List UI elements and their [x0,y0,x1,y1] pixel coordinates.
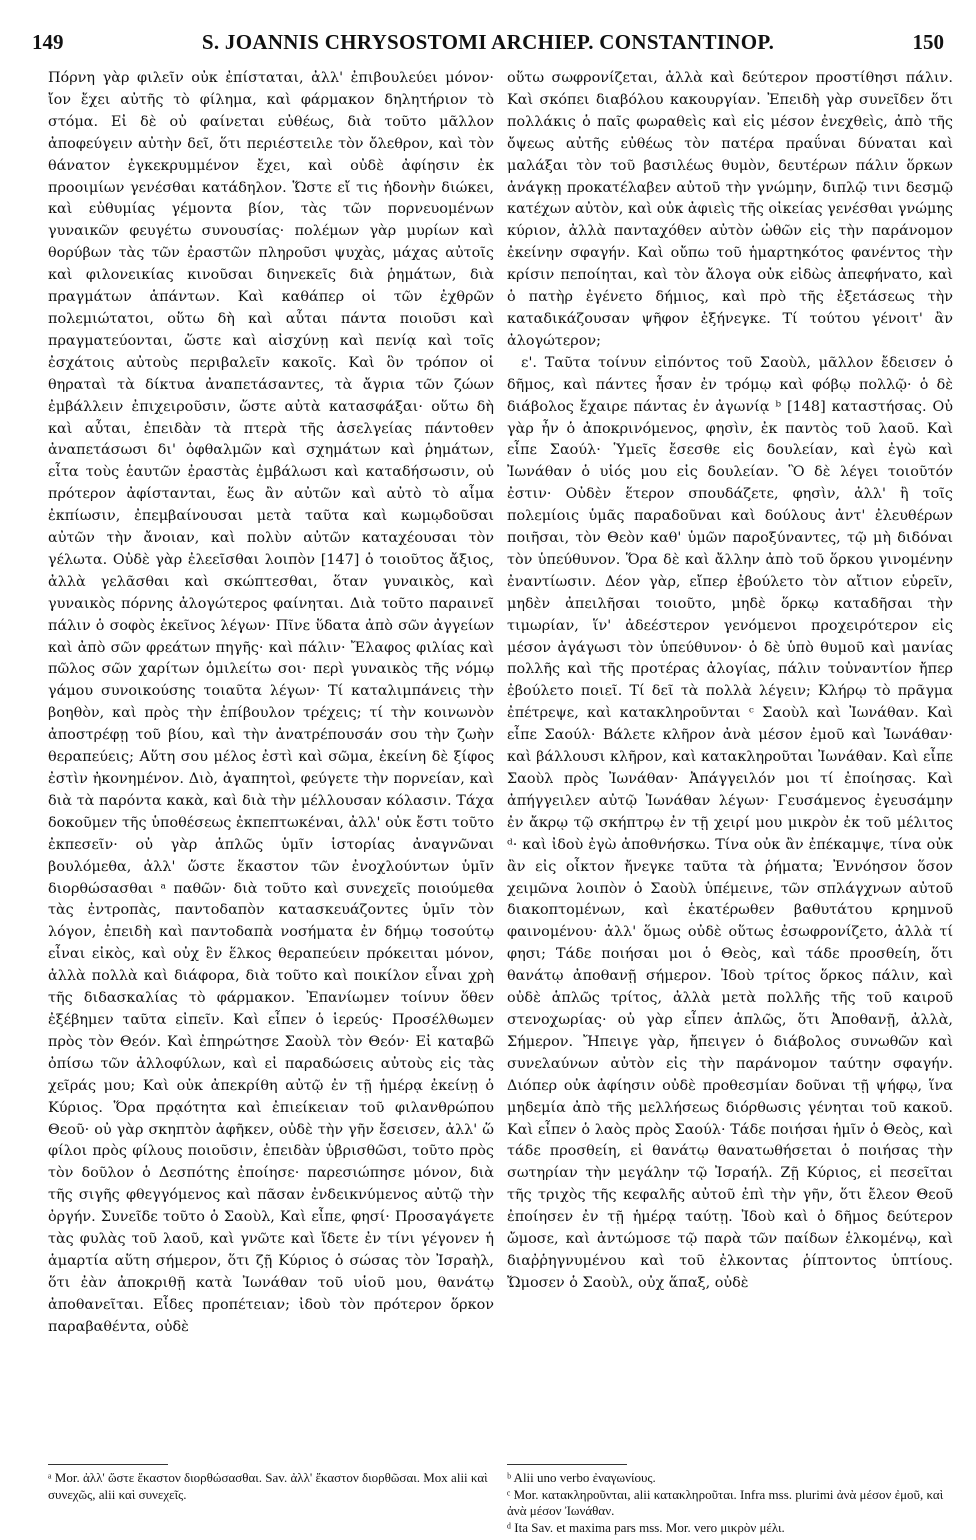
footnote: ᵃ Mor. ἀλλ' ὥστε ἕκαστον διορθώσασθαι. Sav. ἀλλ' ἕκαστον διορθῶσαι. Mox alii καὶ συνεχῶς, alii καὶ συνεχεῖς. [48,1470,488,1502]
paragraph: οὕτω σωφρονίζεται, ἀλλὰ καὶ δεύτερον προστίθησι πάλιν. Καὶ σκόπει διαβόλου κακουργίαν. Ἐπειδὴ γὰρ συνεῖδεν ὅτι πολλάκις ὁ παῖς φωραθεὶς καὶ εἰς μέσον ἐνεχθεὶς, ἀπὸ τῆς ὄψεως αὐτῆς εὐθέως τὸν πατέρα πραΰναι δύναται καὶ μαλάξαι τὸν τοῦ βασιλέως θυμὸν, δευτέρων πάλιν ὅρκων ἀνάγκῃ προκατέλαβεν αὐτοῦ τὴν γνώμην, διπλῷ τινι δεσμῷ κατέχων αὐτὸν, καὶ οὐκ ἀφιεὶς τῆς οἰκείας γενέσθαι γνώμης κύριον, ἀλλὰ πανταχόθεν αὐτὸν ὠθῶν εἰς τὴν παράνομον ἐκείνην σφαγήν. Καὶ οὔπω τοῦ ἡμαρτηκότος φανέντος τὴν κρίσιν πεποίηται, καὶ τὸν ἄλογα οὐκ εἰδὼς ἀπεφήνατο, καὶ ὁ πατὴρ ἐγένετο δήμιος, καὶ πρὸ τῆς ἐξετάσεως τὴν καταδικάζουσαν ψῆφον ἐξήνεγκε. Τί τούτου γένοιτ' ἂν ἀλογώτερον; [507,70,953,349]
footnote: ᵇ Alii uno verbo ἐναγωνίους. [507,1470,656,1485]
footnote: ᶜ Mor. κατακληροῦνται, alii κατακληροῦται. Infra mss. plurimi ἀνὰ μέσον ἐμοῦ, καὶ ἀνὰ μέσον Ἰωνάθαν. [507,1486,944,1518]
footnote: ᵈ Ita Sav. et maxima pars mss. Mor. vero μικρὸν μέλι. [507,1519,785,1535]
footnotes-left [48,1470,494,1503]
footnotes-right [507,1470,953,1536]
right-column [507,68,953,1295]
footnote-rule-right [507,1464,627,1465]
footnote-rule-left [48,1464,168,1465]
running-title: S. JOANNIS CHRYSOSTOMI ARCHIEP. CONSTANTINOP. [201,30,775,54]
page-number-left: 149 [32,30,64,54]
running-header [32,30,944,64]
page-number-right: 150 [912,30,944,54]
paragraph: ε'. Ταῦτα τοίνυν εἰπόντος τοῦ Σαοὺλ, μᾶλλον ἔδεισεν ὁ δῆμος, καὶ πάντες ἦσαν ἐν τρόμῳ καὶ φόβῳ πολλῷ· ὁ δὲ διάβολος ἔχαιρε πάντας ἐν ἀγωνίᾳ ᵇ [148] καταστήσας. Οὐ γὰρ ἦν ὁ ἀποκρινόμενος, φησὶν, ἐκ παντὸς τοῦ λαοῦ. Καὶ εἶπε Σαούλ· Ὑμεῖς ἔσεσθε εἰς δουλείαν, καὶ ἐγὼ καὶ Ἰωνάθαν ὁ υἱός μου εἰς δουλείαν. Ὃ δὲ λέγει τοιοῦτόν ἐστιν· Οὐδὲν ἕτερον σπουδάζετε, φησὶν, ἀλλ' ἢ τοῖς πολεμίοις ὑμᾶς παραδοῦναι καὶ δούλους ἀντ' ἐλευθέρων ποιῆσαι, τὸν Θεὸν καθ' ὑμῶν παροξύναντες, τῷ μὴ διδόναι τὸν ὑπεύθυνον. Ὅρα δὲ καὶ ἄλλην ἀπὸ τοῦ ὅρκου γινομένην ἐναντίωσιν. Δέον γὰρ, εἴπερ ἐβούλετο τὸν αἴτιον εὑρεῖν, μηδὲν ἀπειλῆσαι τοιοῦτο, μηδὲ ὅρκῳ καταδῆσαι τὴν τιμωρίαν, ἵν' ἀδεέστερον γενόμενοι προχειρότερον εἰς μέσον ἀγάγωσι τὸν ὑπεύθυνον· ὁ δὲ ὑπὸ θυμοῦ καὶ μανίας πολλῆς καὶ τῆς προτέρας ἀλογίας, πάλιν τοὐναντίον ἤπερ ἐβούλετο ποιεῖ. Τί δεῖ τὰ πολλὰ λέγειν; Κλήρῳ τὸ πρᾶγμα ἐπέτρεψε, καὶ κατακληροῦνται ᶜ Σαοὺλ καὶ Ἰωνάθαν. Καὶ εἶπε Σαούλ· Βάλετε κλῆρον ἀνὰ μέσον ἐμοῦ καὶ Ἰωνάθαν· καὶ βάλλουσι κλῆρον, καὶ κατακληροῦται Ἰωνάθαν. Καὶ εἶπε Σαοὺλ πρὸς Ἰωνάθαν· Ἀπάγγειλόν μοι τί ἐποίησας. Καὶ ἀπήγγειλεν αὐτῷ Ἰωνάθαν λέγων· Γευσάμενος ἐγευσάμην ἐν ἄκρῳ τῷ σκήπτρῳ ἐν τῇ χειρί μου μικρὸν ἐκ τοῦ μέλιτος ᵈ· καὶ ἰδοὺ ἐγὼ ἀποθνήσκω. Τίνα οὐκ ἂν ἐπέκαμψε, τίνα οὐκ ἂν εἰς οἶκτον ἤνεγκε ταῦτα τὰ ῥήματα; Ἐννόησον ὅσον χειμῶνα λοιπὸν ὁ Σαοὺλ ὑπέμεινε, τῶν σπλάγχνων αὐτοῦ διακοπτομένων, καὶ ἑκατέρωθεν βαθυτάτου κρημνοῦ φαινομένου· ἀλλ' ὅμως οὐδὲ οὕτως ἐσωφρονίζετο, ἀλλὰ τί φησι; Τάδε ποιήσαι μοι ὁ Θεὸς, καὶ τάδε προσθείη, ὅτι θανάτῳ ἀποθανῇ σήμερον. Ἰδοὺ τρίτος ὅρκος πάλιν, καὶ οὐδὲ ἁπλῶς τρίτος, ἀλλὰ μετὰ πολλῆς τῆς τοῦ καιροῦ στενοχωρίας· οὐ γὰρ εἶπεν ἁπλῶς, ὅτι Ἀποθανῇ, ἀλλὰ, Σήμερον. Ἤπειγε γὰρ, ἤπειγεν ὁ διάβολος συνωθῶν καὶ συνελαύνων αὐτὸν εἰς τὴν παράνομον ταύτην σφαγήν. Διόπερ οὐκ ἀφίησιν οὐδὲ προθεσμίαν δοῦναι τῇ ψήφῳ, ἵνα μηδεμία ἀπὸ τῆς μελλήσεως διόρθωσις γένηται τοῦ κακοῦ. Καὶ εἶπεν ὁ λαὸς πρὸς Σαούλ· Τάδε ποιήσαι ἡμῖν ὁ Θεὸς, καὶ τάδε προσθείη, εἰ θανάτῳ θανατωθήσεται ὁ ποιήσας τὴν σωτηρίαν τὴν μεγάλην τῷ Ἰσραήλ. Ζῇ Κύριος, εἰ πεσεῖται τῆς τριχὸς τῆς κεφαλῆς αὐτοῦ ἐπὶ τὴν γῆν, ὅτι ἔλεον Θεοῦ ἐποίησεν ἐν τῇ ἡμέρᾳ ταύτῃ. Ἰδοὺ καὶ ὁ δῆμος δεύτερον ὤμοσε, καὶ ἀντώμοσε τῷ παρὰ τῶν παίδων ἑλκομένῳ, καὶ διαῤῥηγνυμένου καὶ τοῦ ἐλκοντας ῥίπτοντος ὑπτίους. Ὤμοσεν ὁ Σαοὺλ, οὐχ ἅπαξ, οὐδὲ [507,354,953,1291]
left-column [48,68,494,1339]
paragraph: Πόρνη γὰρ φιλεῖν οὐκ ἐπίσταται, ἀλλ' ἐπιβουλεύει μόνον· ἴον ἔχει αὐτῆς τὸ φίλημα, καὶ φάρμακον δηλητήριον τὸ στόμα. Εἰ δὲ οὐ φαίνεται εὐθέως, διὰ τοῦτο μᾶλλον ἀποφεύγειν αὐτὴν δεῖ, ὅτι περιέστειλε τὸν ὄλεθρον, καὶ τὸν θάνατον ἐγκεκρυμμένον ἔχει, καὶ οὐδὲ ἀφίησιν ἐκ προοιμίων γενέσθαι κατάδηλον. Ὥστε εἴ τις ἡδονὴν διώκει, καὶ εὐθυμίας γέμοντα βίον, τὰς τῶν πορνευομένων γυναικῶν φευγέτω συνουσίας· πολέμων γὰρ μυρίων καὶ θορύβων τὰς τῶν ἐραστῶν πληροῦσι ψυχὰς, μάχας αὐτοῖς καὶ φιλονεικίας κινοῦσαι διηνεκεῖς διὰ ῥημάτων, διὰ πραγμάτων ἁπάντων. Καὶ καθάπερ οἱ τῶν ἐχθρῶν πολεμιώτατοι, οὕτω δὴ καὶ αὗται πάντα ποιοῦσι καὶ πραγματεύονται, ὥστε καὶ αἰσχύνῃ καὶ πενίᾳ καὶ τοῖς ἐσχάτοις αὐτοὺς περιβαλεῖν κακοῖς. Καὶ ὃν τρόπον οἱ θηραταὶ τὰ δίκτυα ἀναπετάσαντες, τὰ ἄγρια τῶν ζώων ἐμβάλλειν ἐπιχειροῦσιν, ὥστε αὐτὰ κατασφάξαι· οὕτω δὴ καὶ αὗται, ἐπειδὰν τὰ πτερὰ τῆς ἀσελγείας πάντοθεν ἀναπετάσωσι δι' ὀφθαλμῶν καὶ σχημάτων καὶ ῥημάτων, εἶτα τοὺς ἑαυτῶν ἐραστὰς ἐμβάλωσι καὶ καταδήσωσιν, οὐ πρότερον ἀφίστανται, ἕως ἂν αὐτῶν καὶ αὐτὸ τὸ αἷμα ἐκπίωσιν, ἐπεμβαίνουσαι μετὰ ταῦτα καὶ κωμῳδοῦσαι αὐτῶν τὴν ἄνοιαν, καὶ πολὺν αὐτῶν καταχέουσαι τὸν γέλωτα. Οὐδὲ γὰρ ἐλεεῖσθαι λοιπὸν [147] ὁ τοιοῦτος ἄξιος, ἀλλὰ γελᾶσθαι καὶ σκώπτεσθαι, ὅταν γυναικὸς, καὶ γυναικὸς πόρνης ἀλογώτερος φαίνηται. Διὰ τοῦτο παραινεῖ πάλιν ὁ σοφὸς ἐκεῖνος λέγων· Πῖνε ὕδατα ἀπὸ σῶν ἀγγείων καὶ ἀπὸ σῶν φρεάτων πηγῆς· καὶ πάλιν· Ἔλαφος φιλίας καὶ πῶλος σῶν χαρίτων ὁμιλείτω σοι· περὶ γυναικὸς τῆς νόμῳ γάμου συνοικούσης τοιαῦτα λέγων· Τί καταλιμπάνεις τὴν βοηθὸν, καὶ πρὸς τὴν ἐπίβουλον τρέχεις; τί τὴν κοινωνὸν ἀποστρέφῃ τοῦ βίου, καὶ τὴν ἀνατρέπουσάν σου τὴν ζωὴν θεραπεύεις; Αὕτη σου μέλος ἐστὶ καὶ σῶμα, ἐκείνη δὲ ξίφος ἐστὶν ἠκονημένον. Διὸ, ἀγαπητοὶ, φεύγετε τὴν πορνείαν, καὶ διὰ τὰ παρόντα κακὰ, καὶ διὰ τὴν μέλλουσαν κόλασιν. Τάχα δοκοῦμεν τῆς ὑποθέσεως ἐκπεπτωκέναι, ἀλλ' οὐκ ἔστι τοῦτο ἐκπεσεῖν· οὐ γὰρ ἁπλῶς ὑμῖν ἱστορίας ἀναγνῶναι βουλόμεθα, ἀλλ' ὥστε ἕκαστον τῶν ἐνοχλούντων ὑμῖν διορθώσασθαι ᵃ παθῶν· διὰ τοῦτο καὶ συνεχεῖς ποιούμεθα τὰς ἐντροπὰς, παντοδαπὸν κατασκευάζοντες ὑμῖν τὸν λόγον, ἐπειδὴ καὶ παντοδαπὰ νοσήματα ἐν δήμῳ τοσούτῳ εἶναι εἰκὸς, καὶ οὐχ ἓν ἕλκος θεραπεύειν πρόκειται μόνον, ἀλλὰ πολλὰ καὶ διάφορα, διὰ τοῦτο καὶ ποικίλον εἶναι χρὴ τῆς διδασκαλίας τὸ φάρμακον. Ἐπανίωμεν τοίνυν ὅθεν ἐξέβημεν ταῦτα εἰπεῖν. Καὶ εἶπεν ὁ ἱερεύς· Προσέλθωμεν πρὸς τὸν Θεόν. Καὶ ἐπηρώτησε Σαοὺλ τὸν Θεόν· Εἰ καταβῶ ὀπίσω τῶν ἀλλοφύλων, καὶ εἰ παραδώσεις αὐτοὺς εἰς τὰς χεῖράς μου; Καὶ οὐκ ἀπεκρίθη αὐτῷ ἐν τῇ ἡμέρᾳ ἐκείνῃ ὁ Κύριος. Ὅρα πρᾳότητα καὶ ἐπιείκειαν τοῦ φιλανθρώπου Θεοῦ· οὐ γὰρ σκηπτὸν ἀφῆκεν, οὐδὲ τὴν γῆν ἔσεισεν, ἀλλ' ὥ φίλοι πρὸς φίλους ποιοῦσιν, ἐπειδὰν ὑβρισθῶσι, τοῦτο πρὸς τὸν δοῦλον ὁ Δεσπότης ἐποίησε· παρεσιώπησε μόνον, διὰ τῆς σιγῆς φθεγγόμενος καὶ πᾶσαν ἐνδεικνύμενος αὐτῷ τὴν ὀργήν. Συνεῖδε τοῦτο ὁ Σαοὺλ, Καὶ εἶπε, φησί· Προσαγάγετε τὰς φυλὰς τοῦ λαοῦ, καὶ γνῶτε καὶ ἴδετε ἐν τίνι γέγονεν ἡ ἁμαρτία αὕτη σήμερον, ὅτι ζῇ Κύριος ὁ σώσας τὸν Ἰσραὴλ, ὅτι ἐὰν ἀποκριθῇ κατὰ Ἰωνάθαν τοῦ υἱοῦ μου, θανάτῳ ἀποθανεῖται. Εἶδες προπέτειαν; ἰδοὺ τὸν πρότερον ὅρκον παραβαθέντα, οὐδὲ [48,70,494,1335]
